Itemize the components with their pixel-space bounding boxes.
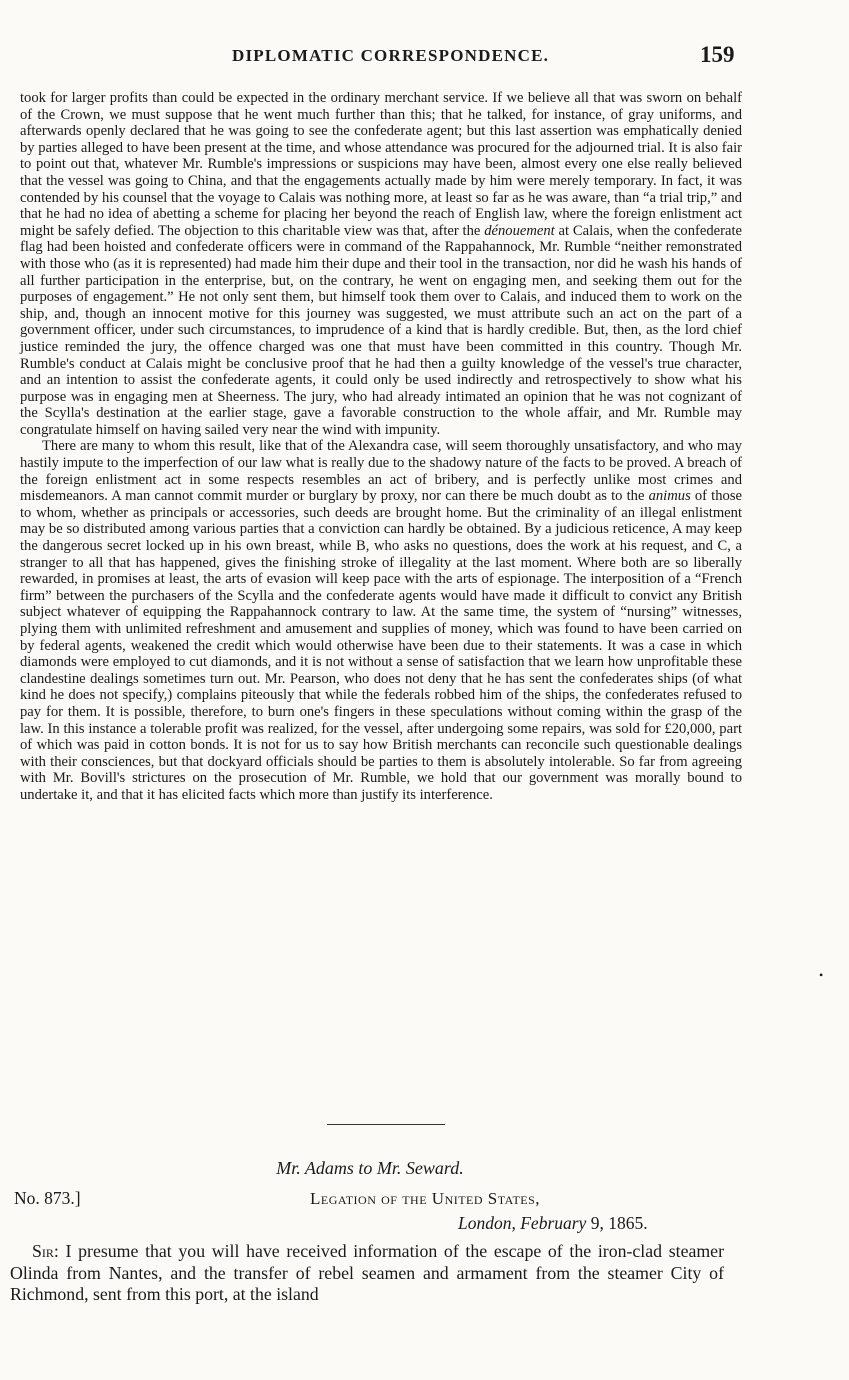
running-title: DIPLOMATIC CORRESPONDENCE.	[232, 46, 550, 65]
article-text-run: at Calais, when the confederate flag had been hoisted and confederate officers were in command of the Rappahannock, Mr. Rumble “neither remonstrated with those who (as it is represented) had made him their dupe and their tool in the transaction, nor did he wash his hands of all further participation in the enterprise, but, on the contrary, he went on engaging men, and seeking them out for the purposes of engagement.” He not only sent them, but himself took them over to Calais, and induced them to work on the ship, and, though an innocent motive for this journey was suggested, we must attribute such an act on the part of a government officer, under such circumstances, to imprudence of a kind that is hardly credible. But, then, as the lord chief justice reminded the jury, the offence charged was one that must have been committed in this country. Though Mr. Rumble's conduct at Calais might be conclusive proof that he had then a guilty knowledge of the vessel's true character, and an intention to assist the confederate agents, it could only be used indirectly and retrospectively to show what his purpose was in engaging men at Sheerness. The jury, who had already intimated an opinion that he was not cognizant of the Scylla's destination at the earlier stage, gave a favorable construction to the whole affair, and Mr. Rumble may congratulate himself on having sailed very near the wind with impunity.	[20, 222, 742, 438]
print-mark: •	[819, 968, 824, 982]
letter-body	[10, 1241, 724, 1306]
article-text	[20, 90, 742, 804]
article-text-run: There are many to whom this result, like that of the Alexandra case, will seem thoroughly unsatisfactory, and who may hastily impute to the imperfection of our law what is really due to the shadowy nature of the facts to be proved. A breach of the foreign enlistment act in some respects resembles an act of bribery, and is perfectly unlike most crimes and misdemeanors. A man cannot commit murder or burglary by proxy, nor can there be much doubt as to the	[20, 438, 742, 505]
letter-text: : I presume that you will have received information of the escape of the iron-clad steamer Olinda from Nantes, and the transfer of rebel seamen and armament from the steamer City of Richmond, sent from this port, at the island	[10, 1241, 724, 1304]
article-paragraph-2	[20, 438, 742, 803]
dateline-date: 9, 1865.	[586, 1213, 648, 1233]
legation-heading: Legation of the United States,	[310, 1189, 541, 1208]
section-divider	[327, 1124, 445, 1125]
dateline	[458, 1213, 648, 1234]
article-text-run: took for larger profits than could be expected in the ordinary merchant service. If we believe all that was sworn on behalf of the Crown, we must suppose that he went much further than this; that he talked, for instance, of gray uniforms, and afterwards openly declared that he was going to see the confederate agent; but this last assertion was emphatically denied by parties alleged to have been present at the time, and whose attendance was procured for the adjourned trial. It is also fair to point out that, whatever Mr. Rumble's impressions or suspicions may have been, almost every one else really believed that the vessel was going to China, and that the engagements actually made by him were merely temporary. In fact, it was contended by his counsel that the voyage to Calais was nothing more, at least so far as he was aware, than “a trial trip,” and that he had no idea of abetting a scheme for placing her beyond the reach of English law, where the foreign enlistment act might be safely defied. The objection to this charitable view was that, after the	[20, 90, 742, 239]
page-header	[0, 42, 849, 72]
dateline-place: London, February	[458, 1213, 587, 1233]
letter-paragraph	[10, 1241, 724, 1306]
article-text-run: of those to whom, whether as principals or accessories, such deeds are brought home. But the criminality of an illegal enlistment may be so distributed among various parties that a conviction can hardly be obtained. By a judicious reticence, A may keep the dangerous secret locked up in his own breast, while B, who asks no questions, does the work at his request, and C, a stranger to all that has happened, gives the finishing stroke of illegality at the last moment. Where both are so liberally rewarded, in promises at least, the arts of evasion will keep pace with the arts of espionage. The interposition of a “French firm” between the purchasers of the Scylla and the confederate agents would have made it difficult to convict any British subject whatever of equipping the Rappahannock contrary to law. At the same time, the system of “nursing” witnesses, plying them with unlimited refreshment and amusement and supplies of money, which was found to have been carried on by federal agents, weakened the credit which would otherwise have been due to their statements. It was a case in which diamonds were employed to cut diamonds, and it is not without a sense of satisfaction that we learn how unprofitable these clandestine dealings sometimes turn out. Mr. Pearson, who does not deny that he has sent the confederates ships (of what kind he does not specify,) complains piteously that while the federals robbed him of the ships, the confederates refused to pay for them. It is possible, therefore, to burn one's fingers in these speculations without coming within the grasp of the law. In this instance a tolerable profit was realized, for the vessel, after undergoing some repairs, was sold for £20,000, part of which was paid in cotton bonds. It is not for us to say how British merchants can reconcile such questionable dealings with their consciences, but that dockyard officials should be parties to them is absolutely intolerable. So far from agreeing with Mr. Bovill's strictures on the prosecution of Mr. Rumble, we hold that our government was morally bound to undertake it, and that it has elicited facts which more than justify its interference.	[20, 488, 742, 803]
salutation: Sir	[32, 1241, 54, 1261]
article-paragraph-1	[20, 90, 742, 438]
letter-title: Mr. Adams to Mr. Seward.	[276, 1158, 464, 1178]
page-number: 159	[700, 42, 735, 67]
article-italic-term: animus	[648, 488, 691, 505]
dispatch-number: No. 873.]	[14, 1188, 81, 1208]
article-italic-term: dénouement	[484, 222, 555, 239]
